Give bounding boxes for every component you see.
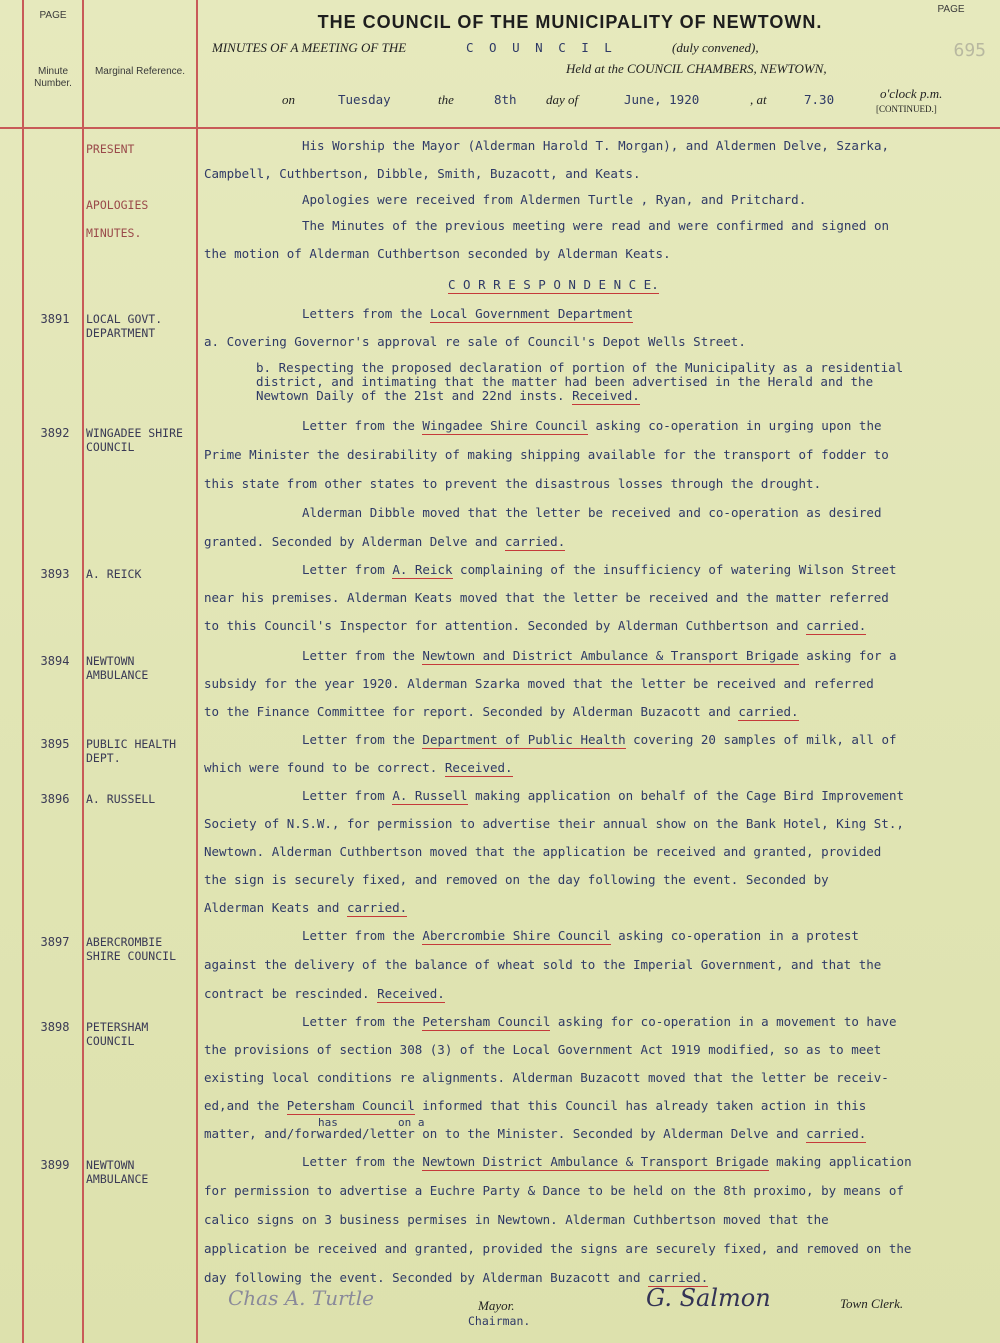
minute-number: 3896 (40, 792, 70, 806)
col-marginal-reference: Marginal Reference. (94, 66, 186, 77)
minute-text-line: Campbell, Cuthbertson, Dibble, Smith, Buzacott, and Keats. (204, 166, 641, 181)
month-year: June, 1920 (624, 92, 700, 107)
minute-text-line: the motion of Alderman Cuthbertson seconded by Alderman Keats. (204, 246, 671, 261)
minute-text-line: calico signs on 3 business permises in Newtown. Alderman Cuthbertson moved that the (204, 1212, 829, 1227)
minute-text-line: The Minutes of the previous meeting were read and were confirmed and signed on (302, 218, 889, 233)
the-label: the (438, 92, 454, 107)
minute-text-line: the sign is securely fixed, and removed on the day following the event. Seconded by (204, 872, 829, 887)
minute-number: 3891 (40, 312, 70, 326)
minute-text-line: Letter from the Newtown District Ambulance & Transport Brigade making application (302, 1154, 912, 1169)
town-clerk-label: Town Clerk. (840, 1296, 904, 1311)
minute-text-line: Letter from the Petersham Council asking for co-operation in a movement to have (302, 1014, 897, 1029)
margin-rule-left (22, 0, 24, 1343)
minute-text-line: Letter from the Newtown and District Ambulance & Transport Brigade asking for a (302, 648, 897, 663)
minute-text-line: Prime Minister the desirability of making shipping available for the transport of fodder to (204, 447, 889, 462)
chairman-label: Chairman. (468, 1314, 531, 1328)
minute-number: 3892 (40, 426, 70, 440)
held-at: Held at the COUNCIL CHAMBERS, NEWTOWN, (566, 61, 827, 76)
continued-label: [CONTINUED.] (876, 104, 937, 114)
minute-text-line: to this Council's Inspector for attention. Seconded by Alderman Cuthbertson and carried. (204, 618, 867, 633)
col-minute-number: Minute Number. (34, 66, 72, 89)
minute-text-line: granted. Seconded by Alderman Delve and carried. (204, 534, 566, 549)
minute-number: 3897 (40, 935, 70, 949)
page-label-right: PAGE (937, 4, 965, 15)
weekday: Tuesday (338, 92, 391, 107)
marginal-reference: A. RUSSELL (86, 792, 156, 806)
day-number: 8th (494, 92, 517, 107)
minute-text-line: to the Finance Committee for report. Seconded by Alderman Buzacott and carried. (204, 704, 799, 719)
minute-text-line: which were found to be correct. Received. (204, 760, 513, 775)
oclock-label: o'clock p.m. (880, 86, 943, 101)
minute-text-line: the provisions of section 308 (3) of the Local Government Act 1919 modified, so as to meet (204, 1042, 882, 1057)
minute-text-line: district, and intimating that the matter had been advertised in the Herald and the (256, 374, 874, 389)
minutes-of: MINUTES OF A MEETING OF THE (212, 40, 407, 55)
minute-text-line: application be received and granted, provided the signs are securely fixed, and removed on the (204, 1241, 912, 1256)
at-label: , at (750, 92, 767, 107)
minute-text-line: b. Respecting the proposed declaration of portion of the Municipality as a residential (256, 360, 904, 375)
minute-text-line: Apologies were received from Aldermen Turtle , Ryan, and Pritchard. (302, 192, 807, 207)
meeting-body: C O U N C I L (466, 40, 616, 55)
day-of-label: day of (546, 92, 579, 107)
minute-text-line: a. Covering Governor's approval re sale of Council's Depot Wells Street. (204, 334, 746, 349)
clerk-signature: G. Salmon (646, 1284, 771, 1312)
minute-text-line: this state from other states to prevent the disastrous losses through the drought. (204, 476, 822, 491)
minute-number: 3894 (40, 654, 70, 668)
marginal-reference: A. REICK (86, 567, 142, 581)
minute-text-line: Alderman Dibble moved that the letter be received and co-operation as desired (302, 505, 882, 520)
minute-text-line: near his premises. Alderman Keats moved that the letter be received and the matter referred (204, 590, 889, 605)
minute-text-line: Letter from A. Reick complaining of the insufficiency of watering Wilson Street (302, 562, 897, 577)
page-label-left: PAGE (39, 10, 67, 21)
minute-text-line: Newtown. Alderman Cuthbertson moved that the application be received and granted, provided (204, 844, 882, 859)
minute-number: 3895 (40, 737, 70, 751)
minute-text-line: His Worship the Mayor (Alderman Harold T. Morgan), and Aldermen Delve, Szarka, (302, 138, 889, 153)
marginal-reference: APOLOGIES (86, 198, 149, 212)
marginal-reference: LOCAL GOVT. DEPARTMENT (86, 312, 163, 340)
minute-text-line: Society of N.S.W., for permission to advertise their annual show on the Bank Hotel, King St., (204, 816, 904, 831)
minute-text-line: Letters from the Local Government Department (302, 306, 634, 321)
minute-text-line: subsidy for the year 1920. Alderman Szarka moved that the letter be received and referred (204, 676, 874, 691)
minute-text-line: Letter from the Abercrombie Shire Council asking co-operation in a protest (302, 928, 859, 943)
minute-text-line: ed,and the Petersham Council informed that this Council has already taken action in this (204, 1098, 867, 1113)
marginal-reference: PETERSHAM COUNCIL (86, 1020, 149, 1048)
minute-text-line: against the delivery of the balance of wheat sold to the Imperial Government, and that the (204, 957, 882, 972)
marginal-reference: PRESENT (86, 142, 135, 156)
minute-number: 3898 (40, 1020, 70, 1034)
margin-rule-minute (82, 0, 84, 1343)
marginal-reference: PUBLIC HEALTH DEPT. (86, 737, 177, 765)
minute-text-line: Alderman Keats and carried. (204, 900, 408, 915)
marginal-reference: NEWTOWN AMBULANCE (86, 654, 149, 682)
mayor-signature: Chas A. Turtle (228, 1286, 374, 1310)
minute-text-line: Newtown Daily of the 21st and 22nd insts. Received. (256, 388, 640, 403)
minute-text-line: Letter from A. Russell making application on behalf of the Cage Bird Improvement (302, 788, 905, 803)
on-label: on (282, 92, 295, 107)
page-title: THE COUNCIL OF THE MUNICIPALITY OF NEWTOWN. (317, 12, 823, 32)
margin-rule-reference (196, 0, 198, 1343)
minute-text-line: matter, and/forwarded/letter on to the Minister. Seconded by Alderman Delve and carried. (204, 1126, 867, 1141)
minute-text-line: contract be rescinded. Received. (204, 986, 445, 1001)
duly-convened: (duly convened), (672, 40, 759, 55)
insert-on-a: on a (398, 1116, 425, 1129)
meeting-time: 7.30 (804, 92, 835, 107)
minute-number: 3893 (40, 567, 70, 581)
minute-text-line: for permission to advertise a Euchre Party & Dance to be held on the 8th proximo, by means of (204, 1183, 904, 1198)
minute-text-line: Letter from the Department of Public Health covering 20 samples of milk, all of (302, 732, 897, 747)
header-rule (0, 127, 1000, 129)
marginal-reference: ABERCROMBIE SHIRE COUNCIL (86, 935, 177, 963)
insert-has: has (318, 1116, 338, 1129)
minute-text-line: existing local conditions re alignments. Alderman Buzacott moved that the letter be receiv- (204, 1070, 889, 1085)
page-number: 695 (953, 40, 986, 61)
minute-text-line: Letter from the Wingadee Shire Council asking co-operation in urging upon the (302, 418, 882, 433)
marginal-reference: WINGADEE SHIRE COUNCIL (86, 426, 183, 454)
mayor-label: Mayor. (478, 1298, 515, 1313)
minute-text-line: day following the event. Seconded by Alderman Buzacott and carried. (204, 1270, 709, 1285)
correspondence-heading: C O R R E S P O N D E N C E. (448, 277, 659, 292)
marginal-reference: NEWTOWN AMBULANCE (86, 1158, 149, 1186)
marginal-reference: MINUTES. (86, 226, 142, 240)
minute-number: 3899 (40, 1158, 70, 1172)
